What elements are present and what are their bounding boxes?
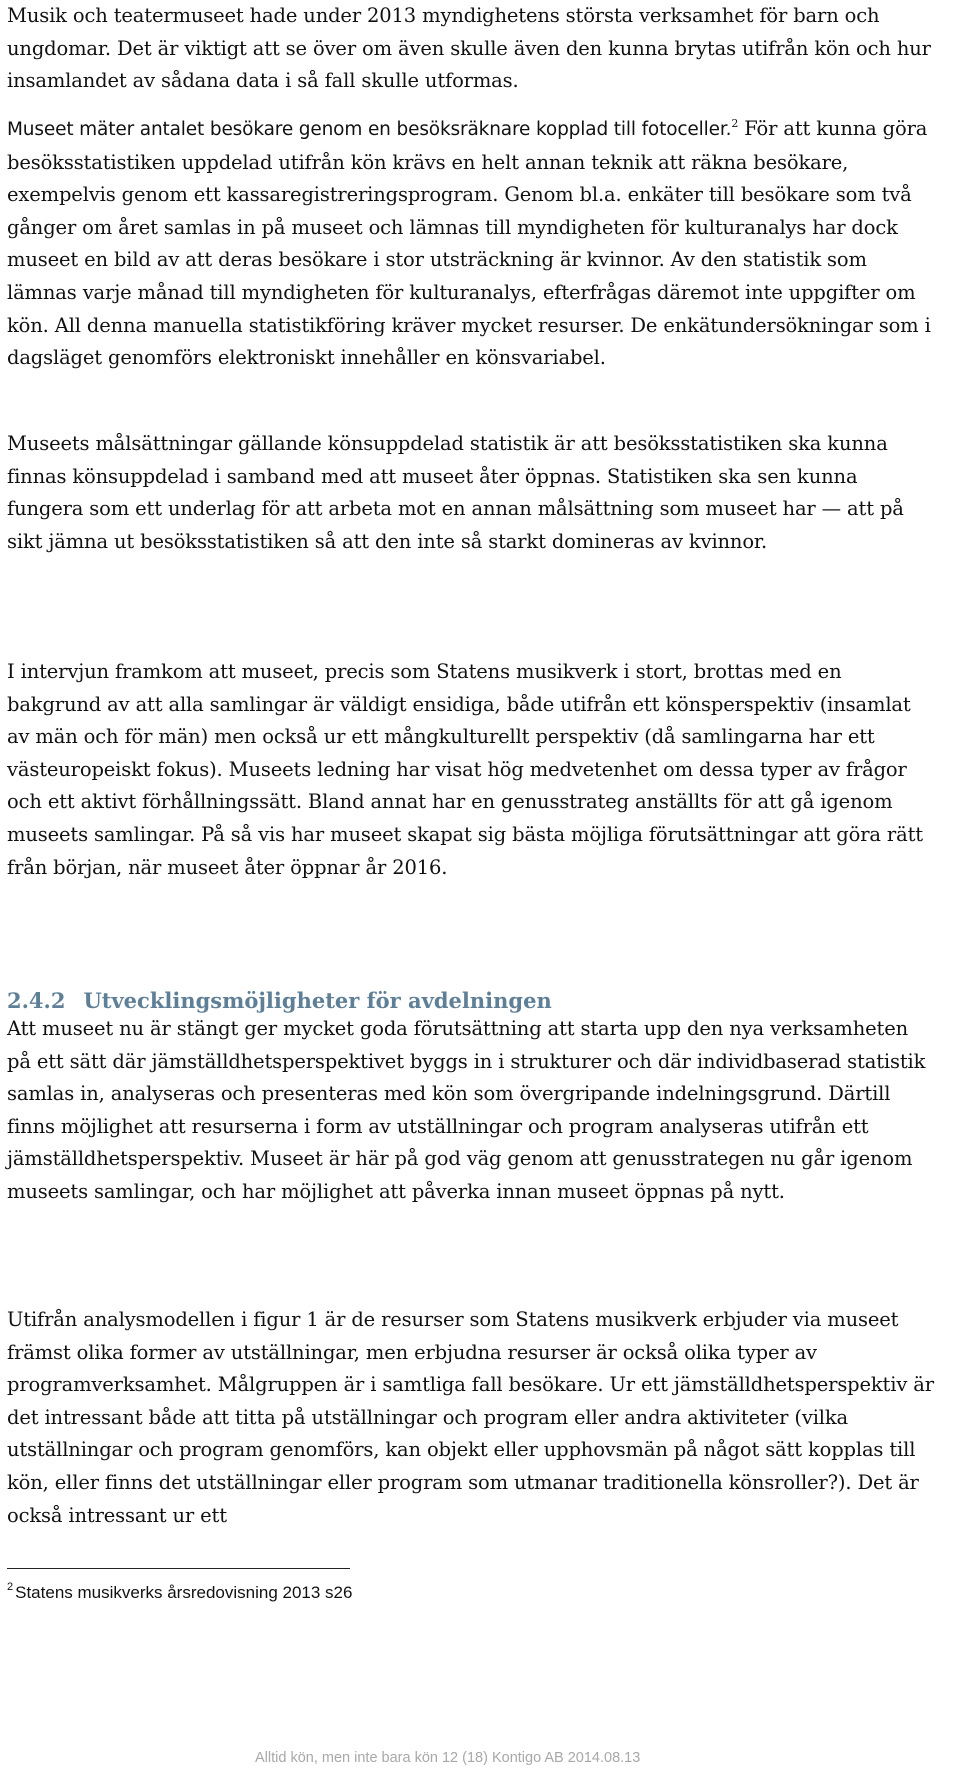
footnote-separator (7, 1568, 350, 1569)
paragraph-statistics-goals: Museets målsättningar gällande könsuppdelad statistik är att besöksstatistiken ska kunna finnas könsuppdelad i samband med att museet åter öppnas. Statistiken ska sen kunna fungera som ett underlag för att arbeta mot en annan målsättning som museet har — att på sikt jämna ut besöksstatistiken så att den inte så starkt domineras av kvinnor. (7, 432, 904, 553)
paragraph-visitor-counting (7, 113, 936, 375)
page-footer: Alltid kön, men inte bara kön 12 (18) Kontigo AB 2014.08.13 (255, 1750, 641, 1766)
paragraph-children-activities: Musik och teatermuseet hade under 2013 myndighetens största verksamhet för barn och ungdomar. Det är viktigt att se över om även skulle även den kunna brytas utifrån kön och hur insamlandet av sådana data i så fall skulle utformas. (7, 4, 931, 93)
section-heading (7, 986, 936, 1016)
footnote-marker: 2 (7, 1581, 14, 1593)
paragraph-development-opportunities: Att museet nu är stängt ger mycket goda förutsättning att starta upp den nya verksamheten på ett sätt där jämställdhetsperspektivet byggs in i strukturer och där individbaserad statistik samlas in, analyseras och presenteras med kön som övergripande indelningsgrund. Därtill finns möjlighet att resurserna i form av utställningar och program analyseras utifrån ett jämställdhetsperspektiv. Museet är här på god väg genom att genusstrategen nu går igenom museets samlingar, och har möjlighet att påverka innan museet öppnas på nytt. (7, 1017, 926, 1203)
paragraph-visitor-counting-rest: För att kunna göra besöksstatistiken uppdelad utifrån kön krävs en helt annan teknik att räkna besökare, exempelvis genom ett kassaregistreringsprogram. Genom bl.a. enkäter till besökare som två gånger om året samlas in på museet och lämnas till myndigheten för kulturanalys har dock museet en bild av att deras besökare i stor utsträckning är kvinnor. Av den statistik som lämnas varje månad till myndigheten för kulturanalys, efterfrågas däremot inte uppgifter om kön. All denna manuella statistikföring kräver mycket resurser. De enkätundersökningar som i dagsläget genomförs elektroniskt innehåller en könsvariabel. (7, 117, 931, 370)
section-title: Utvecklingsmöjligheter för avdelningen (83, 988, 552, 1013)
paragraph-analysis-model: Utifrån analysmodellen i figur 1 är de resurser som Statens musikverk erbjuder via museet främst olika former av utställningar, men erbjudna resurser är också olika typer av programverksamhet. Målgruppen är i samtliga fall besökare. Ur ett jämställdhetsperspektiv är det intressant både att titta på utställningar och program eller andra aktiviteter (vilka utställningar och program genomförs, kan objekt eller upphovsmän på något sätt kopplas till kön, eller finns det utställningar eller program som utmanar traditionella könsroller?). Det är också intressant ur ett (7, 1308, 934, 1527)
paragraph-visitor-counting-lead: Museet mäter antalet besökare genom en besöksräknare kopplad till fotoceller. (7, 119, 732, 140)
footnote-text: Statens musikverks årsredovisning 2013 s26 (15, 1583, 353, 1602)
footnote (7, 1578, 352, 1608)
paragraph-interview-findings: I intervjun framkom att museet, precis som Statens musikverk i stort, brottas med en bakgrund av att alla samlingar är väldigt ensidiga, både utifrån ett könsperspektiv (insamlat av män och för män) men också ur ett mångkulturellt perspektiv (då samlingarna har ett västeuropeiskt fokus). Museets ledning har visat hög medvetenhet om dessa typer av frågor och ett aktivt förhållningssätt. Bland annat har en genusstrateg anställts för att gå igenom museets samlingar. På så vis har museet skapat sig bästa möjliga förutsättningar att göra rätt från början, när museet åter öppnar år 2016. (7, 660, 923, 879)
section-number: 2.4.2 (7, 988, 66, 1013)
footnote-reference: 2 (731, 117, 739, 130)
